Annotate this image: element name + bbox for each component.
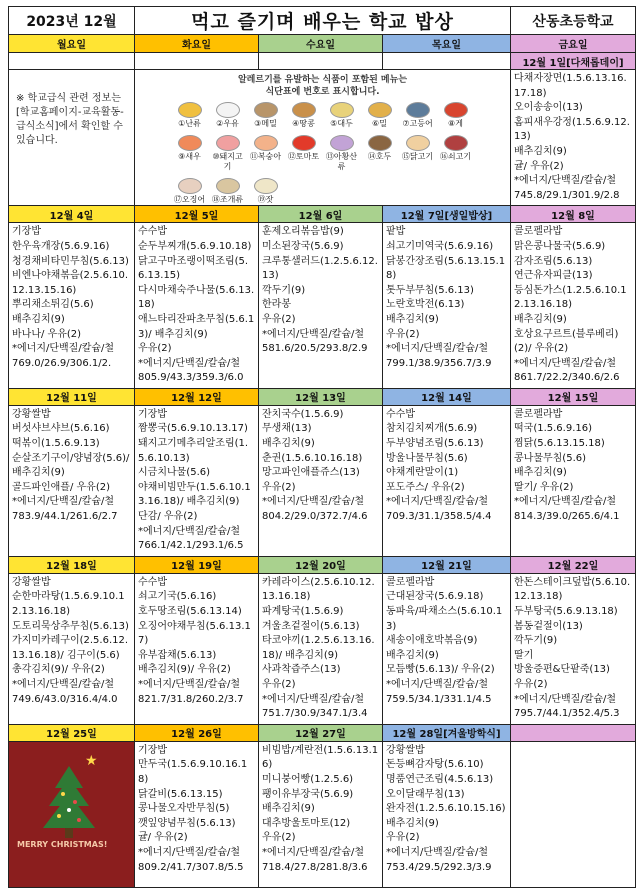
menu-line: 닭갈비(5.6.13.15) [138, 788, 223, 800]
menu-line: 769.0/26.9/306.1/2. [12, 357, 112, 369]
menu-line: 기장밥 [138, 744, 167, 756]
date-header-row [9, 724, 636, 741]
date-monday: 12월 11일 [9, 388, 135, 405]
menu-line: 타코야끼(1.2.5.6.13.16.18)/ 배추김치(9) [262, 635, 375, 661]
menu-row [9, 70, 636, 206]
menu-line: 비엔나야채볶음(2.5.6.10.12.13.15.16) [12, 270, 129, 296]
weekday-friday: 금요일 [511, 35, 636, 53]
menu-cell-tuesday [135, 405, 259, 556]
menu-line: 골드파인애플/ 우유(2) [12, 481, 110, 493]
menu-line: 805.9/43.3/359.3/6.0 [138, 372, 244, 384]
allergy-item [399, 135, 437, 172]
menu-cell-wednesday [259, 223, 383, 389]
menu-line: 크루통샐러드(1.2.5.6.12.13) [262, 255, 378, 282]
menu-line: 718.4/27.8/281.8/3.6 [262, 861, 368, 873]
food-icon [292, 102, 316, 118]
menu-line: 깍두기(9) [514, 635, 558, 647]
menu-line: 호상요구르트(블루베리)(2)/ 우유(2) [514, 328, 619, 355]
menu-line: 뿌리채소튀김(5.6) [12, 299, 94, 311]
menu-line: 야채계란말이(1) [386, 467, 459, 479]
menu-line: *에너지/단백질/칼슘/철 [514, 357, 617, 369]
menu-line: 겨울초겉절이(5.6.13) [262, 620, 360, 632]
menu-line: 수수밥 [386, 408, 415, 420]
allergy-item [171, 135, 209, 172]
menu-line: *에너지/단백질/칼슘/철 [138, 525, 241, 537]
menu-line: 완자전(1.2.5.6.10.15.16) [386, 803, 506, 815]
food-icon [444, 135, 468, 151]
date-monday: 12월 25일 [9, 724, 135, 741]
menu-line: 기장밥 [138, 408, 167, 420]
allergy-item [247, 102, 285, 129]
menu-line: 팥밥 [386, 226, 406, 238]
info-cell [9, 70, 135, 206]
allergy-label: ⑩돼지고기 [212, 152, 243, 171]
menu-row [9, 223, 636, 389]
date-wednesday: 12월 27일 [259, 724, 383, 741]
allergy-item [361, 135, 399, 172]
menu-line: 사과착즙주스(13) [262, 664, 341, 676]
food-icon [178, 135, 202, 151]
menu-line: 745.8/29.1/301.9/2.8 [514, 189, 620, 201]
christmas-tree-icon [39, 764, 99, 844]
food-icon [178, 178, 202, 194]
date-monday: 12월 4일 [9, 206, 135, 223]
menu-line: 배추김치(9) [262, 803, 315, 815]
allergy-label: ⑧게 [448, 119, 463, 128]
menu-line: 순한마라탕(1.5.6.9.10.12.13.16.18) [12, 591, 125, 617]
allergy-label: ⑰오징어 [173, 195, 206, 204]
menu-cell-monday [9, 741, 135, 887]
menu-line: *에너지/단백질/칼슘/철 [138, 846, 241, 858]
menu-line: *에너지/단백질/칼슘/철 [386, 343, 489, 355]
menu-line: 단감/ 우유(2) [138, 511, 198, 523]
menu-line: 톳두부무침(5.6.13) [386, 284, 474, 296]
menu-line: 딸기 [514, 649, 534, 661]
menu-line: 배추김치(9) [386, 817, 439, 829]
allergy-label: ①난류 [178, 119, 201, 128]
allergy-title-line1: 알레르기를 유발하는 식품이 포함된 메뉴는 [237, 75, 408, 85]
menu-line: 잔치국수(1.5.6.9) [262, 408, 344, 420]
menu-line: 우유(2) [138, 343, 172, 355]
menu-line: 배추김치(9) [514, 313, 567, 325]
allergy-label: ⑭호두 [367, 152, 392, 161]
menu-line: 814.3/39.0/265.6/4.1 [514, 511, 620, 523]
menu-line: 떡볶이(1.5.6.9.13) [12, 438, 100, 450]
menu-line: 783.9/44.1/261.6/2.7 [12, 511, 118, 523]
menu-line: 총각김치(9)/ 우유(2) [12, 664, 105, 676]
year-month: 2023년 12월 [9, 7, 135, 35]
allergy-legend [135, 70, 511, 206]
allergy-label: ⑤대두 [330, 119, 353, 128]
menu-line: 수수밥 [138, 226, 167, 238]
food-icon [216, 135, 240, 151]
menu-cell-friday [511, 223, 636, 389]
allergy-label: ⑦고등어 [402, 119, 433, 128]
date-thursday [383, 53, 511, 70]
menu-line: 감자조림(5.6.13) [514, 255, 593, 267]
menu-line: 한우육개장(5.6.9.16) [12, 240, 110, 252]
menu-cell-tuesday [135, 741, 259, 887]
menu-line: 맑은콩나물국(5.6.9) [514, 240, 606, 252]
menu-line: 강황쌀밥 [12, 576, 51, 588]
menu-line: *에너지/단백질/칼슘/철 [514, 496, 617, 508]
menu-line: 버섯샤브샤브(5.6.16) [12, 423, 110, 435]
menu-line: 콜로펠라밥 [514, 226, 563, 238]
menu-line: 804.2/29.0/372.7/4.6 [262, 511, 368, 523]
menu-line: 무생채(13) [262, 423, 312, 435]
date-monday: 12월 18일 [9, 556, 135, 573]
allergy-item [399, 102, 437, 129]
menu-line: 콩나물무침(5.6) [514, 452, 587, 464]
date-wednesday [259, 53, 383, 70]
weekday-header-row [9, 35, 636, 53]
menu-line: 795.7/44.1/352.4/5.3 [514, 708, 620, 720]
allergy-item [285, 135, 323, 172]
menu-line: 콜로펠라밥 [514, 408, 563, 420]
menu-line: 우유(2) [262, 832, 296, 844]
food-icon [216, 102, 240, 118]
menu-line: 콜로펠라밥 [386, 576, 435, 588]
menu-line: *에너지/단백질/칼슘/철 [138, 357, 241, 369]
menu-line: 오징어야채무침(5.6.13.17) [138, 620, 251, 647]
food-icon [406, 102, 430, 118]
menu-line: 호두땅조림(5.6.13.14) [138, 606, 242, 617]
menu-line: 한라봉 [262, 299, 291, 311]
christmas-greeting: MERRY CHRISTMAS! [17, 839, 108, 849]
menu-cell-friday [511, 741, 636, 887]
menu-line: 귤/ 우유(2) [514, 160, 564, 172]
menu-line: 다채자장면(1.5.6.13.16.17.18) [514, 73, 627, 99]
menu-line: 짬뽕국(5.6.9.10.13.17) [138, 423, 248, 435]
menu-line: 배추김치(9) [514, 145, 567, 157]
allergy-label: ⑫토마토 [287, 152, 320, 161]
date-thursday: 12월 7일[생일밥상] [383, 206, 511, 223]
menu-line: 우유(2) [262, 313, 296, 325]
menu-line: *에너지/단백질/칼슘/철 [386, 846, 489, 858]
menu-line: 등심돈가스(1.2.5.6.10.12.13.16.18) [514, 284, 627, 311]
food-icon [330, 102, 354, 118]
food-icon [216, 178, 240, 194]
date-thursday: 12월 28일[겨울방학식] [383, 724, 511, 741]
menu-line: 수수밥 [138, 576, 167, 588]
menu-line: *에너지/단백질/칼슘/철 [514, 693, 617, 705]
menu-cell-monday [9, 223, 135, 389]
menu-line: 가지미카레구이(2.5.6.12.13.16.18)/ 김구이(5.6) [12, 635, 129, 661]
date-header-row [9, 556, 636, 573]
date-tuesday: 12월 26일 [135, 724, 259, 741]
menu-line: 배추김치(9) [12, 313, 65, 325]
meal-calendar [8, 6, 635, 873]
menu-cell-thursday [383, 741, 511, 887]
date-friday: 12월 8일 [511, 206, 636, 223]
menu-line: 깻잎양념무침(5.6.13) [138, 817, 236, 829]
menu-line: 귤/ 우유(2) [138, 832, 188, 844]
menu-line: 찜닭(5.6.13.15.18) [514, 438, 605, 450]
allergy-item [285, 102, 323, 129]
allergy-title-line2: 식단표에 번호로 표시합니다. [265, 87, 380, 97]
menu-line: 우유(2) [386, 832, 420, 844]
date-wednesday: 12월 13일 [259, 388, 383, 405]
menu-cell-friday [511, 573, 636, 724]
date-header-row [9, 53, 636, 70]
menu-cell-thursday [383, 573, 511, 724]
menu-line: 유부잡채(5.6.13) [138, 649, 217, 661]
menu-line: *에너지/단백질/칼슘/철 [138, 678, 241, 690]
date-tuesday: 12월 12일 [135, 388, 259, 405]
menu-line: 깍두기(9) [262, 284, 306, 296]
menu-line: *에너지/단백질/칼슘/철 [386, 678, 489, 690]
menu-line: 방울증편&단팥죽(13) [514, 664, 610, 676]
school-name: 산동초등학교 [511, 7, 636, 35]
menu-cell-thursday [383, 223, 511, 389]
page-title: 먹고 즐기며 배우는 학교 밥상 [135, 7, 511, 35]
menu-line: 쇠고기미역국(5.6.9.16) [386, 240, 494, 252]
food-icon [178, 102, 202, 118]
menu-line: 노란호박전(6.13) [386, 299, 465, 311]
menu-line: 오이달래무침(13) [386, 788, 465, 800]
food-icon [368, 135, 392, 151]
menu-line: 두부탕국(5.6.9.13.18) [514, 606, 618, 617]
menu-line: 759.5/34.1/331.1/4.5 [386, 693, 492, 705]
menu-line: 기장밥 [12, 226, 41, 238]
allergy-label: ⑯쇠고기 [439, 152, 472, 161]
menu-row [9, 405, 636, 556]
weekday-monday: 월요일 [9, 35, 135, 53]
menu-line: 순두부찌개(5.6.9.10.18) [138, 240, 252, 252]
allergy-item [361, 102, 399, 129]
menu-line: 배추김치(9) [514, 467, 567, 479]
allergy-item [209, 135, 247, 172]
menu-cell-friday [511, 70, 636, 206]
allergy-label: ⑲잣 [257, 195, 274, 204]
menu-line: 닭봉간장조림(5.6.13.15.18) [386, 255, 506, 282]
food-icon [254, 178, 278, 194]
allergy-label: ⑬아황산류 [325, 152, 358, 171]
food-icon [406, 135, 430, 151]
food-icon [254, 102, 278, 118]
menu-cell-tuesday [135, 223, 259, 389]
menu-line: 753.4/29.5/292.3/3.9 [386, 861, 492, 873]
allergy-item [323, 102, 361, 129]
menu-line: 야채비빔만두(1.5.6.10.13.16.18)/ 배추김치(9) [138, 481, 251, 508]
menu-line: 비빔밥/계란전(1.5.6.13.16) [262, 744, 379, 771]
menu-line: *에너지/단백질/칼슘/철 [514, 175, 617, 187]
menu-line: *에너지/단백질/칼슘/철 [262, 328, 365, 340]
menu-line: 799.1/38.9/356.7/3.9 [386, 357, 492, 369]
menu-line: 닭고구마조랭이떡조림(5.6.13.15) [138, 255, 249, 282]
date-header-row [9, 388, 636, 405]
menu-cell-wednesday [259, 405, 383, 556]
allergy-label: ⑮닭고기 [401, 152, 434, 161]
allergy-item [171, 102, 209, 129]
allergy-label: ⑥밀 [372, 119, 387, 128]
date-monday [9, 53, 135, 70]
menu-line: *에너지/단백질/칼슘/철 [12, 496, 115, 508]
menu-line: 방울나물무침(5.6) [386, 452, 468, 464]
date-friday: 12월 22일 [511, 556, 636, 573]
menu-line: 766.1/42.1/293.1/6.5 [138, 540, 244, 552]
allergy-item [171, 178, 209, 205]
menu-line: 배추김치(9)/ 우유(2) [138, 664, 231, 676]
menu-line: 콩나물오자반무침(5) [138, 803, 230, 815]
food-icon [330, 135, 354, 151]
menu-line: 미니붕어빵(1.2.5.6) [262, 773, 354, 785]
menu-line: 581.6/20.5/293.8/2.9 [262, 343, 368, 355]
weekday-tuesday: 화요일 [135, 35, 259, 53]
menu-line: 우유(2) [514, 678, 548, 690]
allergy-label: ⑨새우 [178, 152, 201, 161]
date-tuesday: 12월 19일 [135, 556, 259, 573]
menu-line: 749.6/43.0/316.4/4.0 [12, 693, 118, 705]
star-icon: ★ [85, 752, 98, 769]
menu-line: *에너지/단백질/칼슘/철 [12, 343, 115, 355]
menu-line: 순살조기구이/양념장(5.6)/ 배추김치(9) [12, 452, 130, 479]
menu-line: 청경채비타민무침(5.6.13) [12, 255, 129, 267]
allergy-label: ⑱조개류 [211, 195, 244, 204]
menu-line: 망고파인애플쥬스(13) [262, 467, 360, 479]
menu-line: 861.7/22.2/340.6/2.6 [514, 372, 620, 384]
weekday-thursday: 목요일 [383, 35, 511, 53]
menu-line: 배추김치(9) [262, 438, 315, 450]
menu-line: 포도주스/ 우유(2) [386, 481, 465, 493]
date-wednesday: 12월 6일 [259, 206, 383, 223]
menu-row [9, 741, 636, 887]
food-icon [444, 102, 468, 118]
menu-line: 근대된장국(5.6.9.18) [386, 591, 484, 603]
menu-line: 809.2/41.7/307.8/5.5 [138, 861, 244, 873]
menu-line: 연근유자피클(13) [514, 270, 593, 282]
menu-table [8, 6, 636, 888]
menu-line: 참치김치찌개(5.6.9) [386, 423, 478, 435]
menu-cell-monday [9, 405, 135, 556]
allergy-label: ⑪복숭아 [249, 152, 282, 161]
menu-line: 한돈스테이크덮밥(5.6.10.12.13.18) [514, 576, 631, 603]
menu-line: 도토리묵상추무침(5.6.13) [12, 620, 129, 632]
allergy-item [247, 135, 285, 172]
allergy-label: ④땅콩 [292, 119, 315, 128]
menu-line: 미소된장국(5.6.9) [262, 240, 344, 252]
menu-line: 배추김치(9) [386, 313, 439, 325]
menu-cell-friday [511, 405, 636, 556]
food-icon [254, 135, 278, 151]
food-icon [368, 102, 392, 118]
menu-line: 딸기/ 우유(2) [514, 481, 574, 493]
allergy-item [437, 135, 475, 172]
menu-line: 우유(2) [262, 678, 296, 690]
menu-line: 카레라이스(2.5.6.10.12.13.16.18) [262, 576, 375, 603]
menu-line: 821.7/31.8/260.2/3.7 [138, 693, 244, 705]
allergy-item [323, 135, 361, 172]
menu-line: 쇠고기국(5.6.16) [138, 591, 217, 603]
menu-line: 팽이유부장국(5.6.9) [262, 788, 354, 800]
menu-line: 바나나/ 우유(2) [12, 328, 82, 340]
date-tuesday: 12월 5일 [135, 206, 259, 223]
menu-line: 돼지고기메추리알조림(1.5.6.10.13) [138, 438, 249, 464]
menu-line: *에너지/단백질/칼슘/철 [262, 693, 365, 705]
menu-line: *에너지/단백질/칼슘/철 [386, 496, 489, 508]
menu-line: 709.3/31.1/358.5/4.4 [386, 511, 492, 523]
menu-line: *에너지/단백질/칼슘/철 [262, 496, 365, 508]
date-tuesday [135, 53, 259, 70]
menu-line: 만두국(1.5.6.9.10.16.18) [138, 759, 248, 785]
allergy-label: ③메밀 [254, 119, 277, 128]
menu-line: 우유(2) [262, 481, 296, 493]
menu-line: 강황쌀밥 [386, 744, 425, 756]
menu-cell-wednesday [259, 741, 383, 887]
menu-line: 봄동겉절이(13) [514, 620, 583, 632]
menu-line: *에너지/단백질/칼슘/철 [262, 846, 365, 858]
date-friday: 12월 15일 [511, 388, 636, 405]
menu-line: 오이송송이(13) [514, 102, 583, 114]
menu-line: 파계탕국(1.5.6.9) [262, 606, 344, 617]
menu-line: 두부양념조림(5.6.13) [386, 438, 484, 450]
menu-line: 춘권(1.5.6.10.16.18) [262, 452, 363, 464]
menu-cell-thursday [383, 405, 511, 556]
date-thursday: 12월 14일 [383, 388, 511, 405]
info-notice: ※ 학교급식 관련 정보는 [학교홈페이지-교육활동-급식소식]에서 확인할 수 있습니다. [16, 93, 124, 146]
menu-line: 떡국(1.5.6.9.16) [514, 423, 593, 435]
allergy-item [437, 102, 475, 129]
menu-line: 동파육/파채소스(5.6.10.13) [386, 606, 503, 632]
menu-cell-monday [9, 573, 135, 724]
date-friday: 12월 1일[다채롭데이] [511, 53, 636, 70]
allergy-label: ②우유 [216, 119, 239, 128]
menu-line: 돈등뼈감자탕(5.6.10) [386, 759, 484, 771]
date-wednesday: 12월 20일 [259, 556, 383, 573]
allergy-item [209, 178, 247, 205]
weekday-wednesday: 수요일 [259, 35, 383, 53]
allergy-item [209, 102, 247, 129]
menu-row [9, 573, 636, 724]
menu-line: 명품연근조림(4.5.6.13) [386, 773, 494, 785]
menu-line: *에너지/단백질/칼슘/철 [12, 678, 115, 690]
date-friday [511, 724, 636, 741]
date-thursday: 12월 21일 [383, 556, 511, 573]
allergy-item [247, 178, 285, 205]
menu-line: 홈피새우강정(1.5.6.9.12.13) [514, 116, 630, 143]
menu-line: 애느타리잔파초무침(5.6.13)/ 배추김치(9) [138, 313, 255, 340]
menu-cell-wednesday [259, 573, 383, 724]
menu-line: 대추방울토마토(12) [262, 817, 351, 829]
date-header-row [9, 206, 636, 223]
menu-line: 배추김치(9) [386, 649, 439, 661]
food-icon [292, 135, 316, 151]
menu-line: 우유(2) [386, 328, 420, 340]
menu-line: 강황쌀밥 [12, 408, 51, 420]
menu-line: 훈제오리볶음밥(9) [262, 226, 344, 238]
menu-line: 모듬빵(5.6.13)/ 우유(2) [386, 664, 495, 676]
menu-line: 시금치나물(5.6) [138, 467, 211, 479]
menu-line: 새송이애호박볶음(9) [386, 635, 478, 647]
menu-line: 다시마채숙주나물(5.6.13.18) [138, 284, 255, 311]
menu-line: 751.7/30.9/347.1/3.4 [262, 708, 368, 720]
menu-cell-tuesday [135, 573, 259, 724]
